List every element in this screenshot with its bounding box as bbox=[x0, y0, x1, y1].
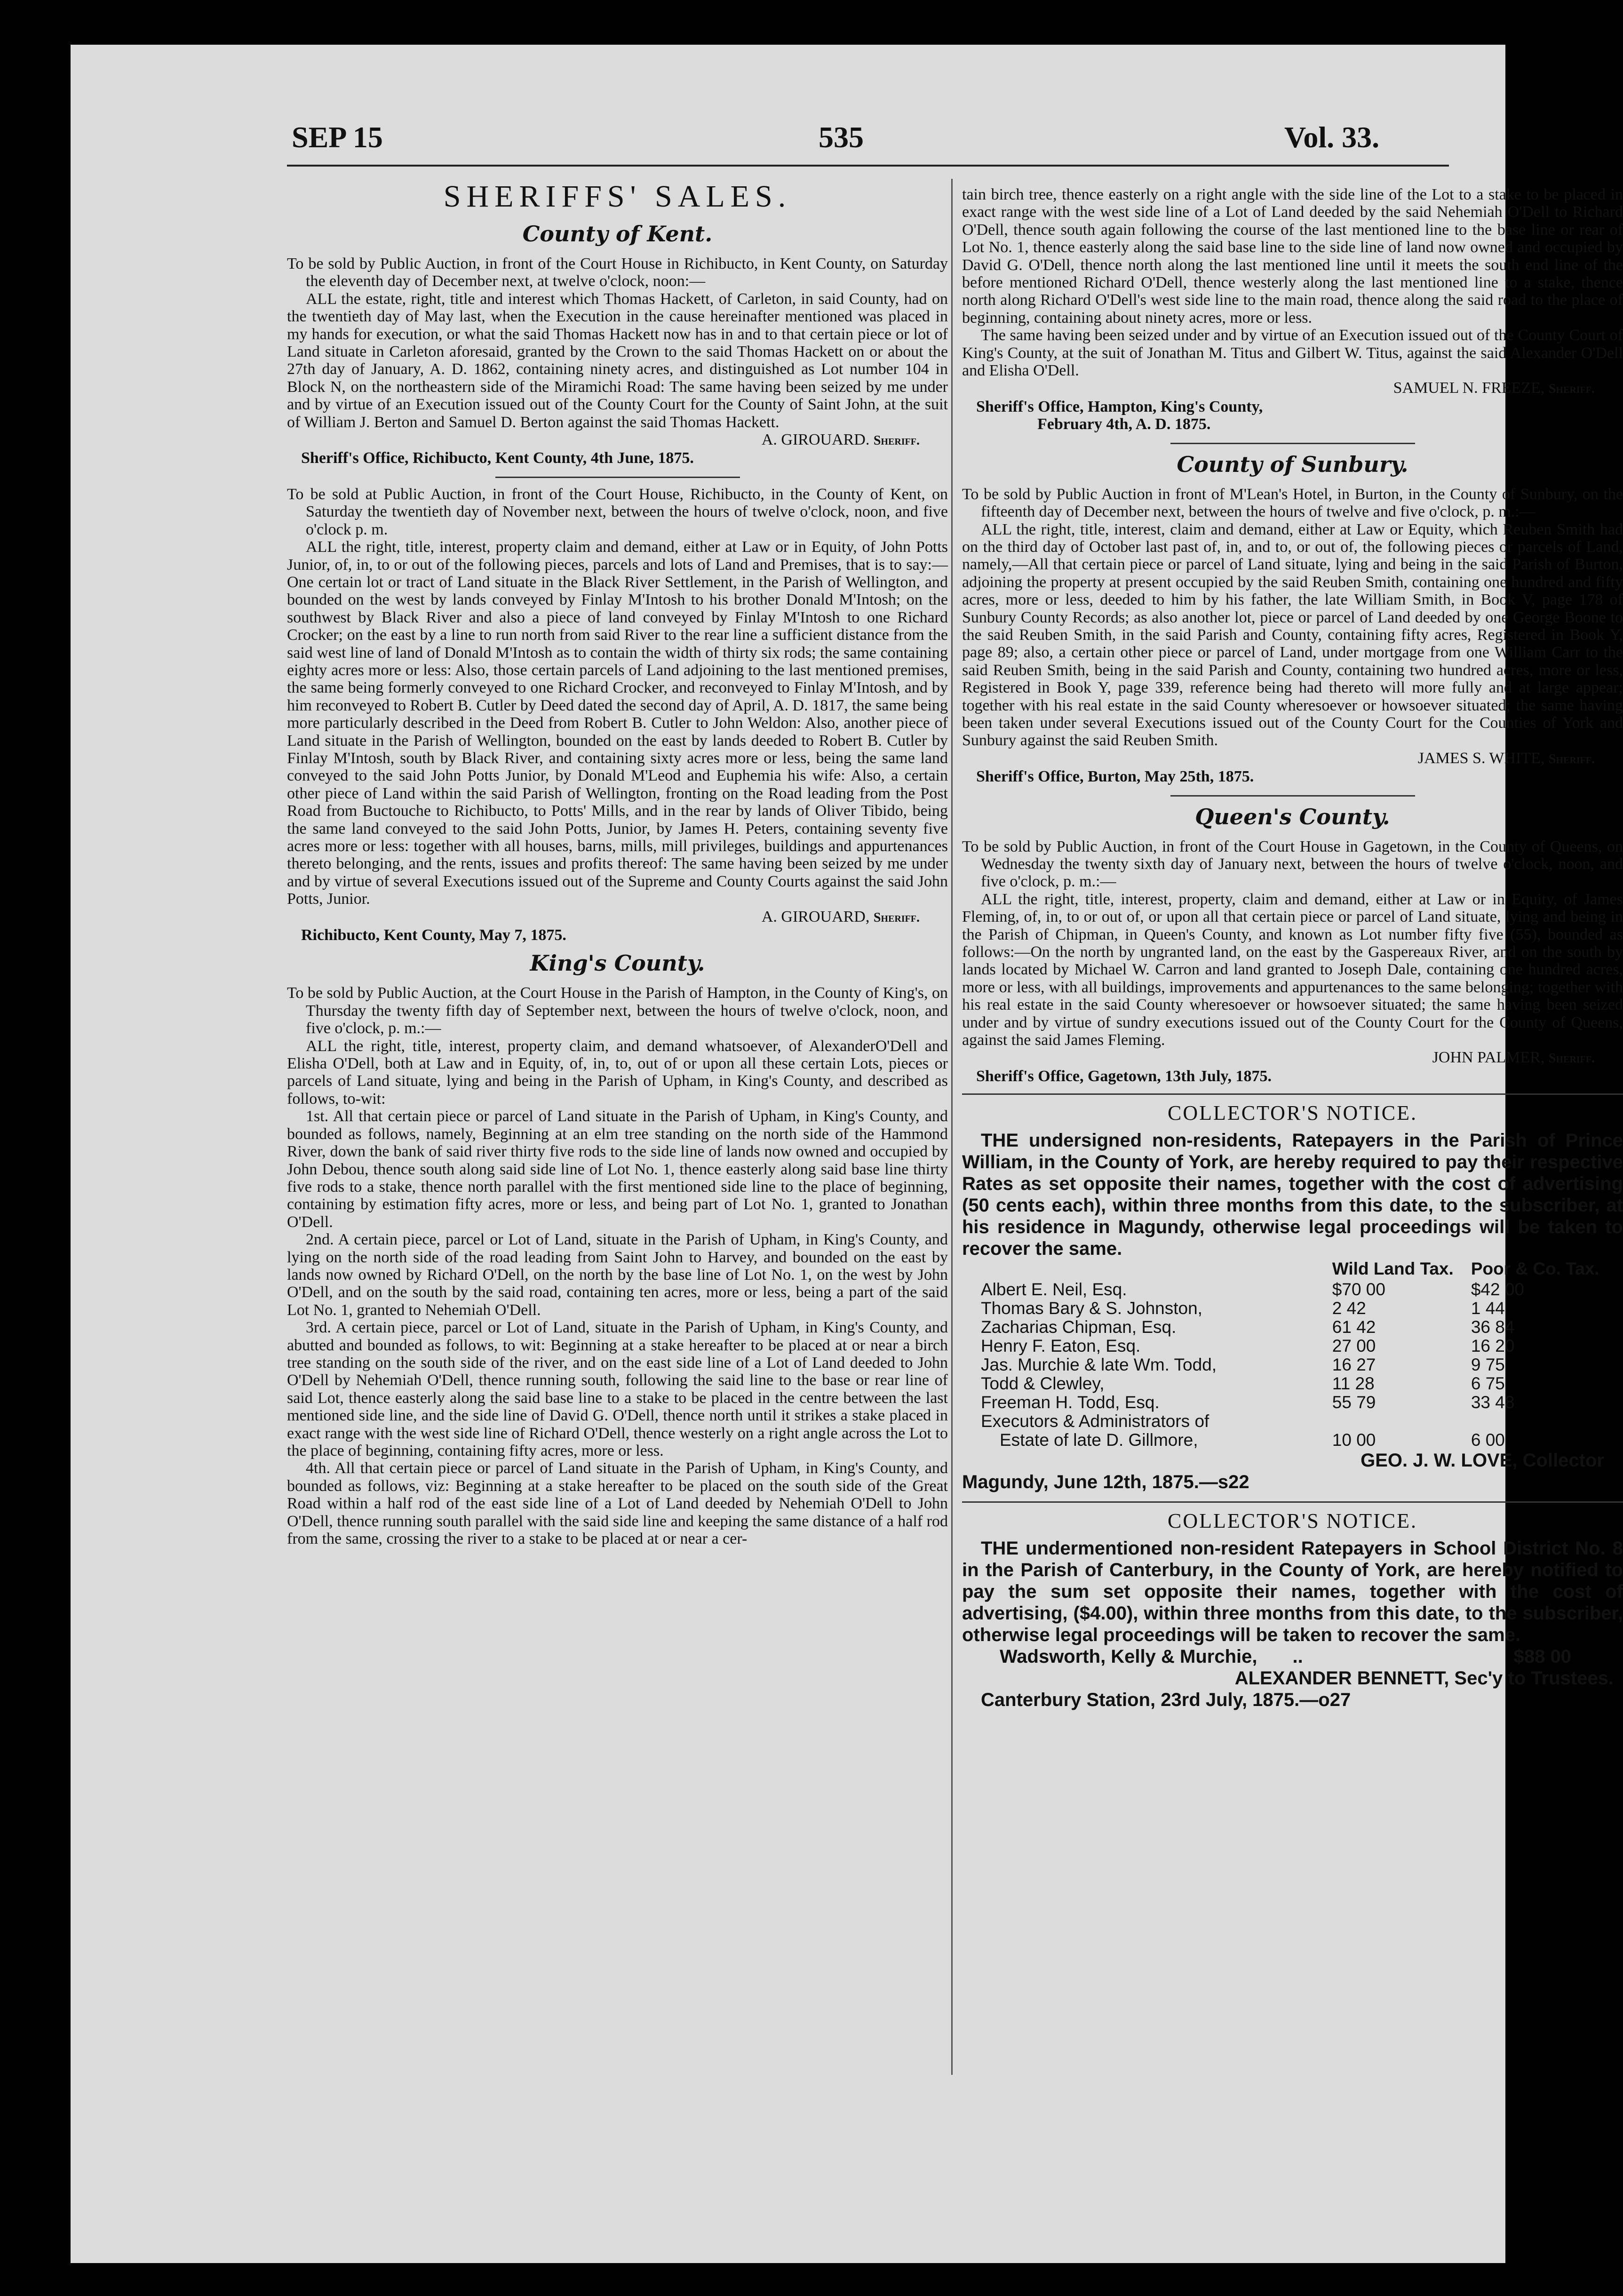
table-row bbox=[962, 1280, 1623, 1299]
sunbury-county-section bbox=[962, 452, 1623, 797]
signer-title: Sheriff. bbox=[873, 910, 920, 925]
queens-county-heading: Queen's County. bbox=[1195, 804, 1390, 829]
kent-county-heading: County of Kent. bbox=[522, 221, 713, 247]
wild-land-tax: 11 28 bbox=[1332, 1374, 1375, 1394]
ratepayer-name: Freeman H. Todd, Esq. bbox=[981, 1393, 1160, 1412]
ratepayer-name: Albert E. Neil, Esq. bbox=[981, 1280, 1127, 1299]
wild-land-tax: 2 42 bbox=[1332, 1299, 1366, 1318]
poor-co-tax: 9 75 bbox=[1471, 1355, 1505, 1375]
kings-lot4-continued: tain birch tree, thence easterly on a right angle with the side line of the Lot to a stake to be placed in exact range with the west side line of a Lot of Land deeded by the said Nehemiah O'Dell to Richard O'Dell, thence south again following the course of the last mentioned line to the base line or rear of Lot No. 1, thence easterly along the said base line to the side line of land now owned and occupied by David G. O'Dell, thence north along the last mentioned line until it meets the south end line of the before mentioned Richard O'Dell, thence westerly along the last mentioned line to a stake, thence north along Richard O'Dell's west side line to the main road, thence along the said road to the place of beginning, containing about ninety acres, more or less. bbox=[962, 186, 1623, 327]
notice-divider bbox=[962, 1501, 1623, 1503]
kings-county-heading: King's County. bbox=[530, 950, 705, 976]
collector-date: Canterbury Station, 23rd July, 1875.—o27 bbox=[981, 1690, 1351, 1711]
table-row bbox=[962, 1318, 1623, 1337]
collector-notice-heading: COLLECTOR'S NOTICE. bbox=[1167, 1509, 1417, 1533]
signer-title: Sheriff. bbox=[873, 433, 920, 448]
kent-sale1-body: ALL the estate, right, title and interest which Thomas Hackett, of Carleton, in said County, had on the twentieth day of May last, when the Execution in the cause hereinafter mentioned was placed in my hands for execution, or what the said Thomas Hackett now has in and to that certain piece or lot of Land situate in Carleton aforesaid, granted by the Crown to the said Thomas Hackett on or about the 27th day of January, A. D. 1862, containing ninety acres, and distinguished as Lot number 104 in Block N, on the northeastern side of the Miramichi Road: The same having been seized by me under and by virtue of an Execution issued out of the County Court for the County of Saint John, at the suit of William J. Berton and Samuel D. Berton against the said Thomas Hackett. bbox=[287, 290, 948, 431]
page-title: SHERIFFS' SALES. bbox=[443, 179, 792, 214]
page-number: 535 bbox=[819, 120, 864, 154]
ratepayer-name: Estate of late D. Gillmore, bbox=[1000, 1430, 1198, 1450]
queens-signature bbox=[962, 1049, 1623, 1067]
poor-co-tax: 16 20 bbox=[1471, 1336, 1515, 1356]
table-row bbox=[962, 1374, 1623, 1393]
queens-intro: To be sold by Public Auction, in front of the Court House in Gagetown, in the County of Queens, on Wednesday the twenty sixth day of January next, between the hours of twelve o'clock, noon, and five o'clock, p. m.:— bbox=[962, 837, 1623, 891]
kent-sale2-office: Richibucto, Kent County, May 7, 1875. bbox=[301, 926, 566, 944]
table-row bbox=[962, 1337, 1623, 1355]
poor-co-tax: 36 84 bbox=[1471, 1317, 1515, 1337]
kings-intro: To be sold by Public Auction, at the Court House in the Parish of Hampton, in the County of King's, on Thursday the twenty fifth day of September next, between the hours of twelve o'clock, noon, and five o'clock, p. m.:— bbox=[287, 984, 948, 1037]
table-row bbox=[962, 1355, 1623, 1374]
kent-county-section bbox=[287, 221, 948, 944]
queens-body: ALL the right, title, interest, property, claim and demand, either at Law or in Equity, of James Fleming, of, in, to or out of, or upon all that certain piece or parcel of Land situate, lying and being in the Parish of Chipman, in Queen's County, and known as Lot number fifty five (55), bounded as follows:—On the north by ungranted land, on the east by the Gaspereaux River, and on the south by lands located by Michael W. Carron and land granted to Joseph Dale, containing one hundred acres, more or less, with all buildings, improvements and appurtenances to the same belonging; together with his real estate in the said County wheresoever or howsoever situated; the same having been seized under and by virtue of sundry executions issued out of the County Court for the County of Queens, against the said James Fleming. bbox=[962, 890, 1623, 1049]
rates-table bbox=[962, 1260, 1623, 1450]
kent-sale2-intro: To be sold at Public Auction, in front of the Court House, Richibucto, in the County of Kent, on Saturday the twentieth day of November next, between the hours of twelve o'clock, noon, and five o'clock p. m. bbox=[287, 485, 948, 538]
ratepayer-name: Executors & Administrators of bbox=[981, 1411, 1209, 1431]
kings-lot3: 3rd. A certain piece, parcel or Lot of Land, situate in the Parish of Upham, in King's County, and abutted and bounded as follows, to wit: Beginning at a stake hereafter to be placed at or near a birch tree standing on the south side of the river, and on the east side line of a Lot of Land deeded to John O'Dell by Nehemiah O'Dell, thence running south, following the said line to the base or rear line of said Lot, thence easterly along the said base line to a stake to be placed in the centre between the last mentioned side line, and the side line of David G. O'Dell, thence north until it strikes a stake placed in exact range with the west side line of Richard O'Dell, thence westerly on a right angle across the Lot to the place of beginning, containing fifty acres, more or less. bbox=[287, 1319, 948, 1459]
signer-name: JAMES S. WHITE, bbox=[1417, 749, 1545, 767]
volume-number: Vol. 33. bbox=[1284, 120, 1380, 154]
kings-lot2: 2nd. A certain piece, parcel or Lot of Land, situate in the Parish of Upham, in King's County, and lying on the north side of the road leading from Saint John to Harvey, and bounded on the east by lands now owned by Richard O'Dell, on the north by the base line of Lot No. 1, on the west by John O'Dell, and on the south by the said road, containing ten acres, more or less, being a part of the said Lot No. 1, granted to Nehemiah O'Dell. bbox=[287, 1231, 948, 1319]
kent-sale2-body: ALL the right, title, interest, property claim and demand, either at Law or in Equity, of John Potts Junior, of, in, to or out of the following pieces, parcels and lots of Land and Premises, that is to say:—One certain lot or tract of Land situate in the Black River Settlement, in the Parish of Wellington, and bounded on the west by lands conveyed by Finlay M'Intosh to his brother Donald M'Intosh; on the southwest by Black River and also a piece of land conveyed by Finlay M'Intosh to one Richard Crocker; on the east by a line to run north from said River to the rear line a sufficient distance from the said west line of land of Donald M'Intosh as to contain the width of thirty six rods; the same containing eighty acres more or less: Also, those certain parcels of Land adjoining to the last mentioned premises, the same being formerly conveyed to one Richard Crocker, and reconveyed to Finlay M'Intosh, and by him reconveyed to Robert B. Cutler by Deed dated the second day of April, A. D. 1817, the same being more particularly described in the Deed from Robert B. Cutler to John Weldon: Also, another piece of Land situate in the Parish of Wellington, bounded on the east by lands deeded to Robert B. Cutler by Finlay M'Intosh, south by Black River, and containing sixty acres more or less, being the same land conveyed to the said John Potts Junior, by Donald M'Leod and Euphemia his wife: Also, a certain other piece of Land within the said Parish of Wellington, fronting on the Road leading from the Post Road from Buctouche to Richibucto, to Potts' Mills, and in the rear by lands of Oliver Tibido, being the same land conveyed to the said John Potts, Junior, by James H. Peters, containing seventy five acres more or less: together with all houses, barns, mills, mill privileges, buildings and appurtenances thereto belonging, and the rents, issues and profits thereof: The same having been seized by me under and by virtue of several Executions issued out of the Supreme and County Courts against the said John Potts, Junior. bbox=[287, 538, 948, 908]
collector-signature: ALEXANDER BENNETT, Sec'y to Trustees. bbox=[1234, 1668, 1614, 1689]
amount: $88 00 bbox=[1513, 1646, 1571, 1667]
table-row bbox=[962, 1299, 1623, 1318]
kings-office-date: February 4th, A. D. 1875. bbox=[1037, 415, 1211, 433]
signer-name: A. GIROUARD, bbox=[761, 908, 870, 925]
queens-office: Sheriff's Office, Gagetown, 13th July, 1875. bbox=[976, 1067, 1272, 1085]
newspaper-page bbox=[71, 45, 1623, 2263]
sunbury-office: Sheriff's Office, Burton, May 25th, 1875. bbox=[976, 768, 1254, 786]
column-header: Wild Land Tax. bbox=[1332, 1259, 1454, 1279]
collector-notice-body: THE undersigned non-residents, Ratepayers in the Parish of Prince William, in the County of York, are hereby required to pay their respective Rates as set opposite their names, together with the cost of advertising (50 cents each), within three months from this date, to the subscriber, at his residence in Magundy, otherwise legal proceedings will be taken to recover the same. bbox=[962, 1130, 1623, 1260]
ratepayer-name: Zacharias Chipman, Esq. bbox=[981, 1317, 1177, 1337]
ratepayer-name: Thomas Bary & S. Johnston, bbox=[981, 1299, 1202, 1318]
collector-date: Magundy, June 12th, 1875.—s22 bbox=[962, 1472, 1249, 1493]
ratepayer-name: Todd & Clewley, bbox=[981, 1374, 1105, 1394]
wild-land-tax: 61 42 bbox=[1332, 1317, 1376, 1337]
signer-name: A. GIROUARD. bbox=[761, 431, 870, 449]
sunbury-intro: To be sold by Public Auction in front of M'Lean's Hotel, in Burton, in the County of Sunbury, on the fifteenth day of December next, between the hours of twelve and five o'clock, p. m.:— bbox=[962, 485, 1623, 521]
sunbury-county-heading: County of Sunbury. bbox=[1177, 451, 1408, 477]
column-divider bbox=[951, 179, 953, 2075]
kings-county-continued bbox=[962, 186, 1623, 444]
dot-leader: .. bbox=[1292, 1646, 1303, 1667]
table-row bbox=[962, 1412, 1623, 1431]
header-rule bbox=[287, 165, 1449, 167]
left-column bbox=[287, 179, 948, 1547]
signer-name: SAMUEL N. FREEZE, bbox=[1393, 379, 1545, 397]
kings-signature bbox=[962, 379, 1623, 398]
collector-notice-canterbury bbox=[962, 1509, 1623, 1711]
section-divider bbox=[1170, 795, 1415, 797]
kings-seizure: The same having been seized under and by virtue of an Execution issued out of the County Court of King's County, at the suit of Jonathan M. Titus and Gilbert W. Titus, against the said Alexander O'Dell and Elisha O'Dell. bbox=[962, 327, 1623, 380]
ratepayer-name: Jas. Murchie & late Wm. Todd, bbox=[981, 1355, 1217, 1375]
column-header: Poor & Co. Tax. bbox=[1471, 1259, 1599, 1279]
kings-body: ALL the right, title, interest, property claim, and demand whatsoever, of AlexanderO'Dell and Elisha O'Dell, both at Law and in Equity, of, in, to, out of or upon all these certain Lots, pieces or parcels of Land situate, lying and being in the Parish of Upham, in King's County, and described as follows, to-wit: bbox=[287, 1037, 948, 1108]
wild-land-tax: 16 27 bbox=[1332, 1355, 1376, 1375]
poor-co-tax: 33 48 bbox=[1471, 1393, 1515, 1412]
kings-lot1: 1st. All that certain piece or parcel of Land situate in the Parish of Upham, in King's County, and bounded as follows, namely, Beginning at an elm tree standing on the north side of the Hammond River, down the bank of said river thirty five rods to the side line of lands now owned and occupied by John Debou, thence south along said side line of Lot No. 1, thence easterly along said base line thirty five rods to a stake, thence north parallel with the first mentioned side line to the place of beginning, containing by estimation fifty acres, more or less, and being part of Lot No. 1, granted to Jonathan O'Dell. bbox=[287, 1108, 948, 1231]
column-header bbox=[962, 1260, 1332, 1280]
sunbury-signature bbox=[962, 749, 1623, 768]
wild-land-tax: 55 79 bbox=[1332, 1393, 1376, 1412]
kent-sale2-signature bbox=[287, 908, 948, 926]
ratepayer-line bbox=[962, 1646, 1623, 1667]
signer-title: Sheriff. bbox=[1548, 751, 1595, 766]
poor-co-tax: 6 75 bbox=[1471, 1374, 1505, 1394]
collector-notice-prince-william bbox=[962, 1101, 1623, 1493]
kent-sale1-signature bbox=[287, 431, 948, 449]
signer-title: Sheriff. bbox=[1548, 1051, 1595, 1066]
poor-co-tax: $42 00 bbox=[1471, 1280, 1525, 1299]
kings-county-section bbox=[287, 950, 948, 1547]
poor-co-tax: 1 44 bbox=[1471, 1299, 1505, 1318]
kent-sale1-intro: To be sold by Public Auction, in front of the Court House in Richibucto, in Kent County, on Saturday the eleventh day of December next, at twelve o'clock, noon:— bbox=[287, 255, 948, 290]
collector-notice-heading: COLLECTOR'S NOTICE. bbox=[1167, 1101, 1417, 1125]
notice-divider bbox=[962, 1093, 1623, 1095]
rates-table-header bbox=[962, 1260, 1623, 1280]
queens-county-section bbox=[962, 804, 1623, 1085]
collector-notice-body: THE undermentioned non-resident Ratepayers in School District No. 8 in the Parish of Canterbury, in the County of York, are hereby notified to pay the sum set opposite their names, together with the cost of advertising, ($4.00), within three months from this date, to the subscriber, otherwise legal proceedings will be taken to recover the same. bbox=[962, 1538, 1623, 1646]
wild-land-tax: 10 00 bbox=[1332, 1430, 1376, 1450]
kings-lot4: 4th. All that certain piece or parcel of Land situate in the Parish of Upham, in King's County, and bounded as follows, viz: Beginning at a stake hereafter to be placed on the south side of the Great Road within a half rod of the east side line of a Lot of Land deeded by Nehemiah O'Dell to John O'Dell, thence running south parallel with the said side line and keeping the same distance of a half rod from the same, crossing the river to a stake to be placed at or near a cer- bbox=[287, 1459, 948, 1548]
issue-date: SEP 15 bbox=[292, 120, 383, 154]
wild-land-tax: 27 00 bbox=[1332, 1336, 1376, 1356]
kent-sale1-office: Sheriff's Office, Richibucto, Kent County, 4th June, 1875. bbox=[301, 449, 694, 467]
wild-land-tax: $70 00 bbox=[1332, 1280, 1385, 1299]
page-header bbox=[71, 120, 1505, 176]
section-divider bbox=[1170, 443, 1415, 444]
collector-signature: GEO. J. W. LOVE, Collector bbox=[1360, 1450, 1604, 1471]
kings-office: Sheriff's Office, Hampton, King's County, bbox=[976, 398, 1263, 415]
table-row bbox=[962, 1431, 1623, 1450]
section-divider bbox=[495, 477, 740, 478]
signer-name: JOHN PALMER, bbox=[1432, 1049, 1545, 1067]
ratepayer-name: Wadsworth, Kelly & Murchie, bbox=[1000, 1646, 1257, 1667]
table-row bbox=[962, 1393, 1623, 1412]
right-column bbox=[962, 186, 1623, 1711]
signer-title: Sheriff. bbox=[1548, 382, 1595, 397]
sunbury-body: ALL the right, title, interest, claim and demand, either at Law or Equity, which Reuben Smith had on the third day of October last past of, in, and to, or out of, the following pieces or parcels of Land, namely,—All that certain piece or parcel of Land situate, lying and being in the said Parish of Burton, adjoining the property at present occupied by the said Reuben Smith, containing one hundred and fifty acres, more or less, deeded to him by his father, the late William Smith, in Book V, page 178 of Sunbury County Records; as also another lot, piece or parcel of Land deeded by one George Boone to the said Reuben Smith, in the said Parish and County, containing fifty acres, Registered in Book Y, page 89; also, a certain other piece or parcel of Land, under mortgage from one William Carr to the said Reuben Smith, being in the said Parish and County, containing two hundred acres, more or less, Registered in Book Y, page 339, reference being had thereto will more fully and at large appear; together with his real estate in the said County wheresoever or howsoever situated; the same having been taken under several Executions issued out of the County Court for the Counties of York and Sunbury against the said Reuben Smith. bbox=[962, 520, 1623, 749]
ratepayer-name: Henry F. Eaton, Esq. bbox=[981, 1336, 1141, 1356]
poor-co-tax: 6 00 bbox=[1471, 1430, 1505, 1450]
